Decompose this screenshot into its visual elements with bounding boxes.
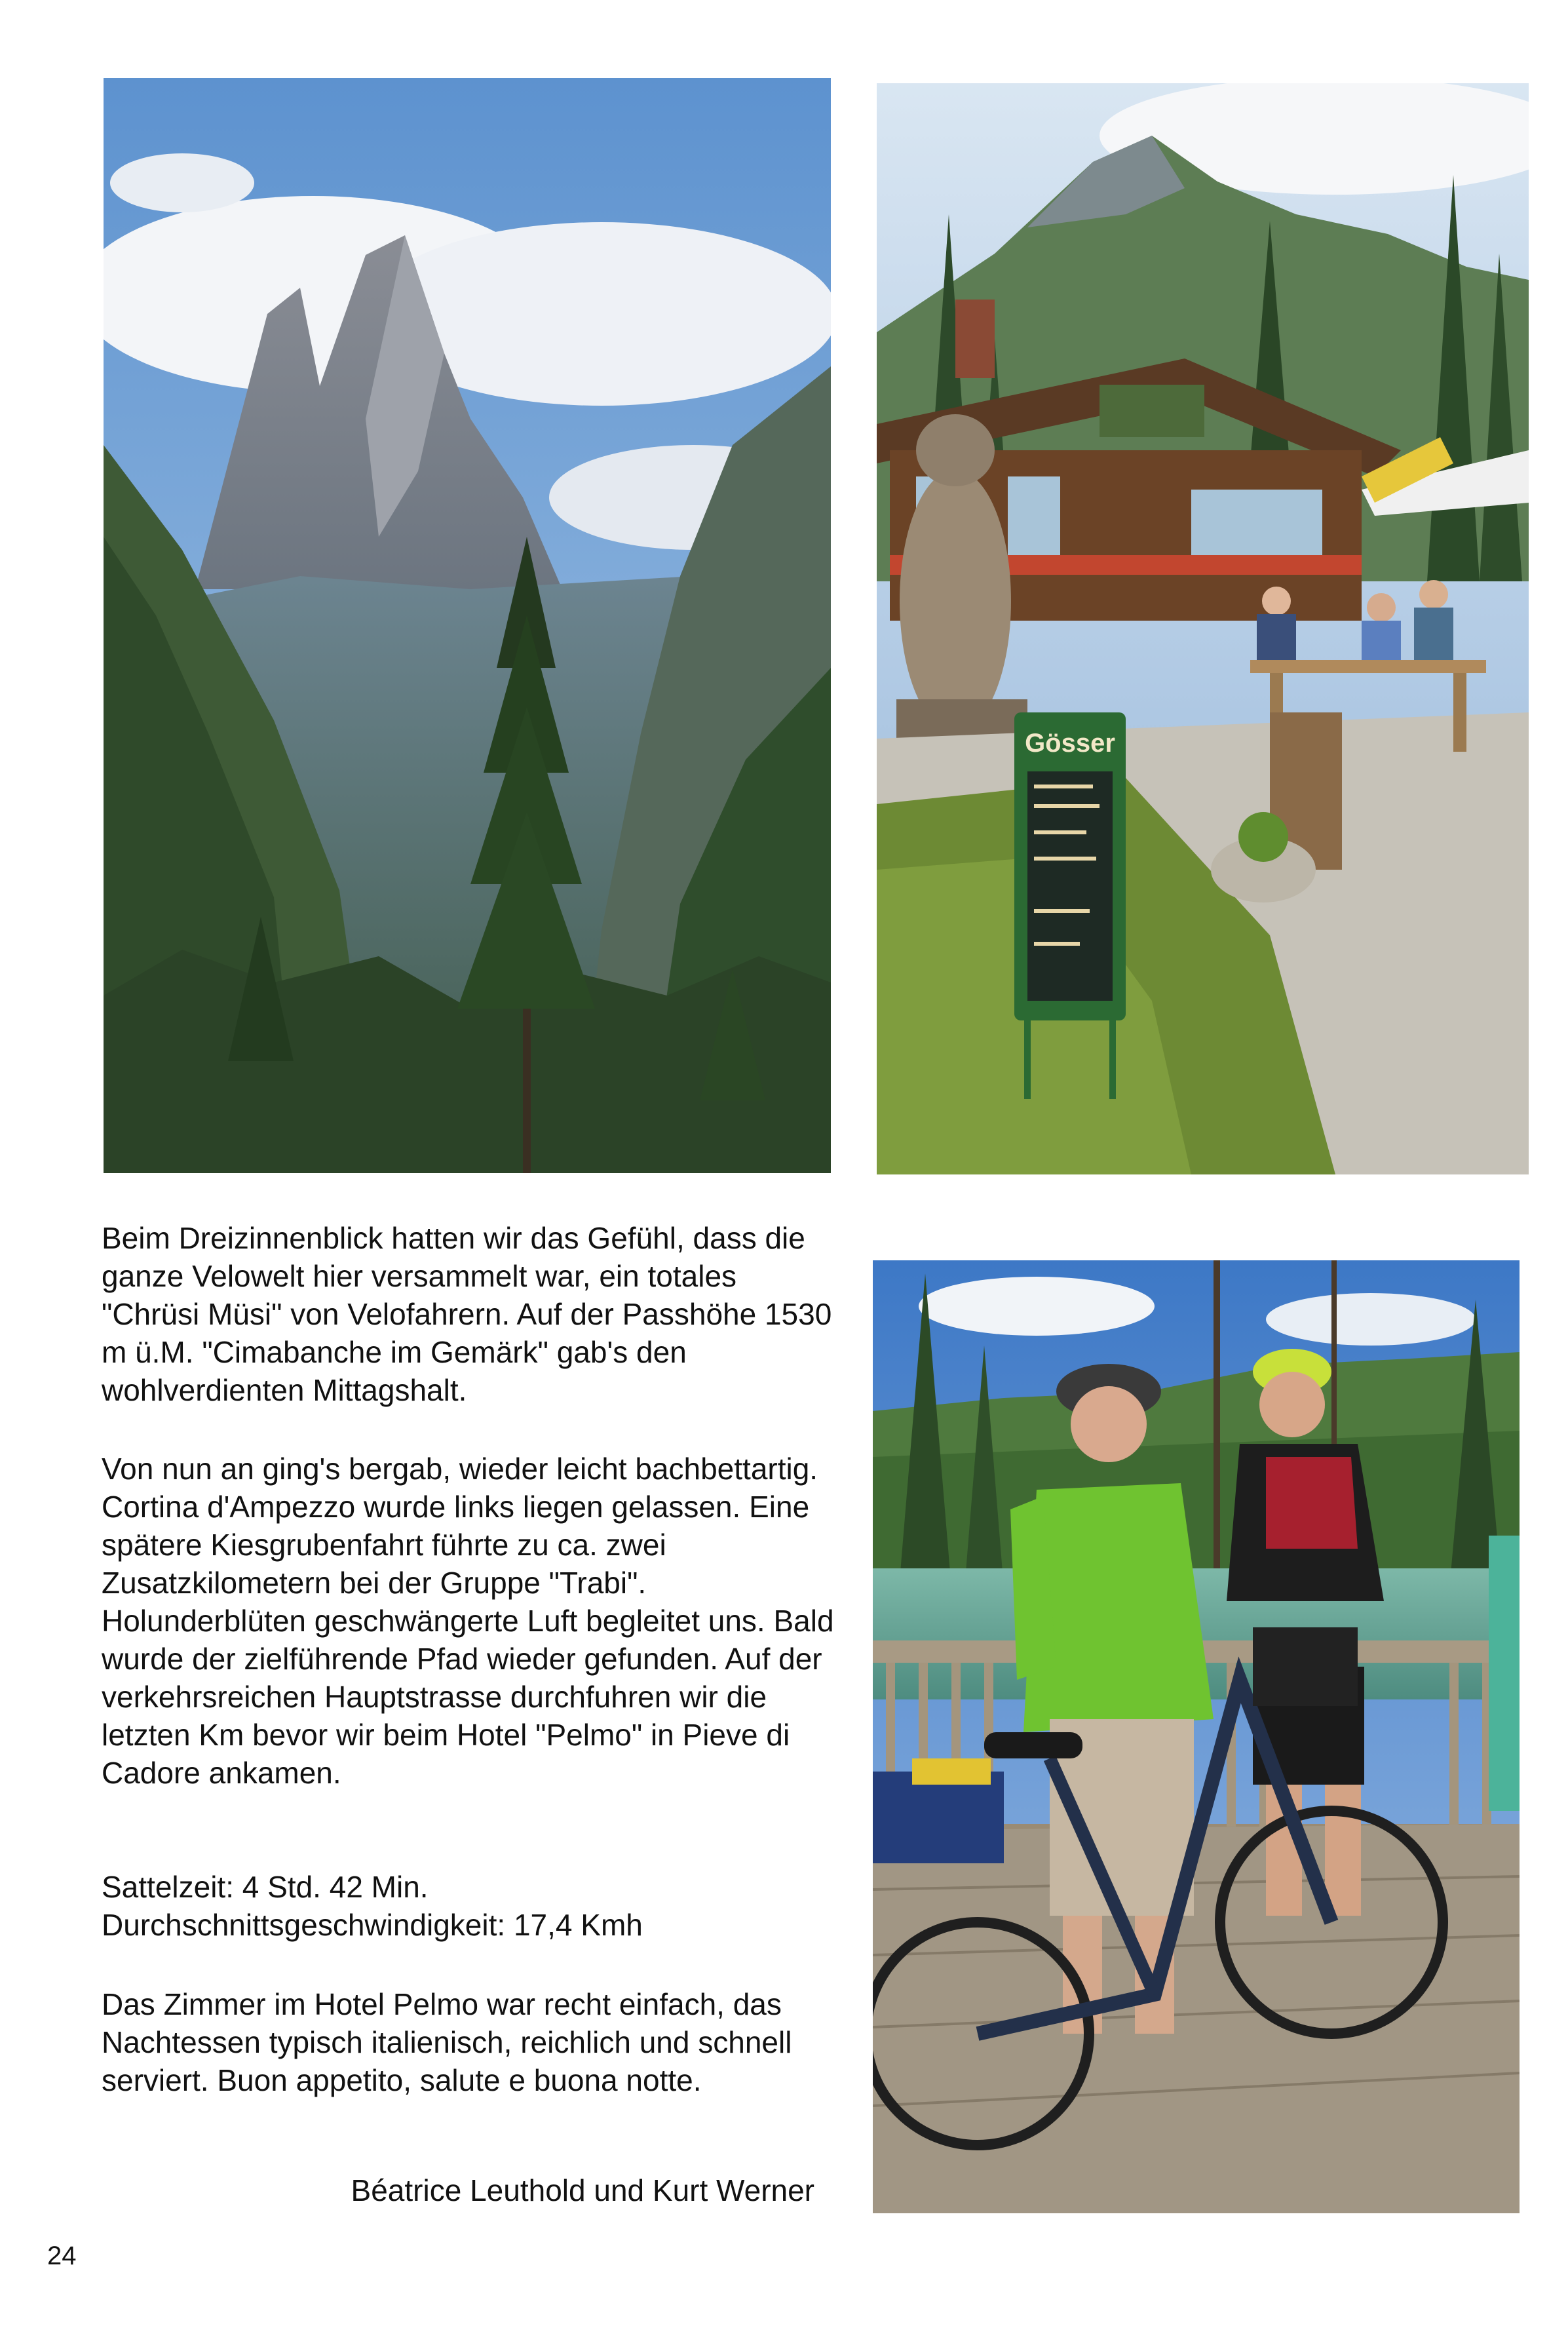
photo-cyclists-on-bridge [873, 1260, 1520, 2213]
paragraph-text: Das Zimmer im Hotel Pelmo war recht einfach, das Nachtessen typisch italienisch, reichlich und schnell serviert. Buon appetito, salute e buona notte. [102, 1987, 792, 2097]
saddle-time: Sattelzeit: 4 Std. 42 Min. [102, 1870, 429, 1904]
photo-passo-cimabanche-hut [877, 83, 1529, 1174]
paragraph-hotel-pelmo [102, 1985, 835, 2099]
page-number: 24 [47, 2241, 77, 2270]
gosser-sign-label: Gösser [1025, 729, 1115, 758]
author-credit: Béatrice Leuthold und Kurt Werner [351, 2173, 814, 2207]
paragraph-text: Von nun an ging's bergab, wieder leicht bachbettartig. Cortina d'Ampezzo wurde links liegen gelassen. Eine spätere Kiesgrubenfahrt führte zu ca. zwei Zusatzkilometern bei der Gruppe "Trabi". Holunderblüten geschwängerte Luft begleitet uns. Bald wurde der zielführende Pfad wieder gefunden. Auf der verkehrsreichen Hauptstrasse durchfuhren wir die letzten Km bevor wir beim Hotel "Pelmo" in Pieve di Cadore ankamen. [102, 1452, 834, 1790]
average-speed: Durchschnittsgeschwindigkeit: 17,4 Kmh [102, 1908, 643, 1942]
paragraph-dreizinnenblick [102, 1219, 835, 1409]
photo-tre-cime [104, 78, 831, 1173]
paragraph-bergab [102, 1450, 835, 1792]
paragraph-text: Beim Dreizinnenblick hatten wir das Gefühl, dass die ganze Velowelt hier versammelt war, ein totales "Chrüsi Müsi" von Velofahrern. Auf der Passhöhe 1530 m ü.M. "Cimabanche im Gemärk" gab's den wohlverdienten Mittagshalt. [102, 1221, 832, 1407]
ride-stats [102, 1868, 835, 1944]
